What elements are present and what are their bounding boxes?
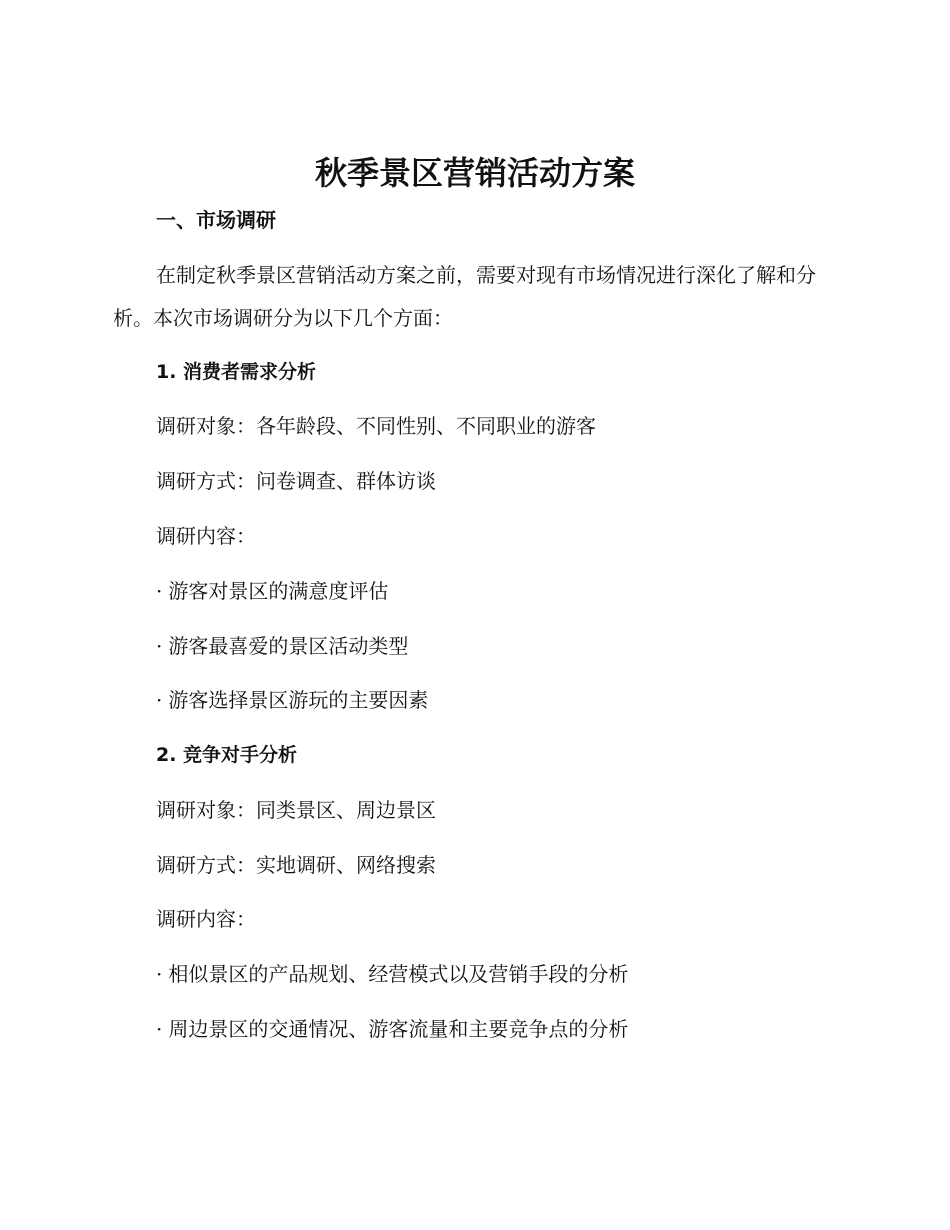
subsection-heading-consumer: 1. 消费者需求分析: [156, 361, 317, 383]
bullet-icon: ·: [156, 962, 163, 986]
list-item: [156, 682, 428, 718]
intro-paragraph: 在制定秋季景区营销活动方案之前，需要对现有市场情况进行深化了解和分析。本次市场调研分为以下几个方面：: [113, 263, 816, 330]
bullet-icon: ·: [156, 688, 163, 712]
list-item: [156, 1011, 628, 1047]
bullet-icon: ·: [156, 634, 163, 658]
list-item-text: 相似景区的产品规划、经营模式以及营销手段的分析: [168, 962, 629, 986]
competitor-target: 调研对象：同类景区、周边景区: [156, 798, 436, 822]
list-item: [156, 956, 628, 992]
section-heading-market-research: 一、市场调研: [156, 208, 276, 232]
consumer-method: 调研方式：问卷调查、群体访谈: [156, 469, 436, 493]
list-item-text: 游客最喜爱的景区活动类型: [168, 634, 409, 658]
competitor-method: 调研方式：实地调研、网络搜索: [156, 853, 436, 877]
list-item: [156, 628, 408, 664]
list-item: [156, 573, 388, 609]
list-item-text: 周边景区的交通情况、游客流量和主要竞争点的分析: [168, 1017, 629, 1041]
list-item-text: 游客选择景区游玩的主要因素: [168, 688, 429, 712]
competitor-content-label: 调研内容：: [156, 907, 256, 931]
subsection-heading-competitor: 2. 竞争对手分析: [156, 744, 298, 766]
document-title: 秋季景区营销活动方案: [314, 154, 635, 192]
list-item-text: 游客对景区的满意度评估: [168, 579, 389, 603]
bullet-icon: ·: [156, 579, 163, 603]
consumer-content-label: 调研内容：: [156, 524, 256, 548]
consumer-target: 调研对象：各年龄段、不同性别、不同职业的游客: [156, 414, 596, 438]
bullet-icon: ·: [156, 1017, 163, 1041]
